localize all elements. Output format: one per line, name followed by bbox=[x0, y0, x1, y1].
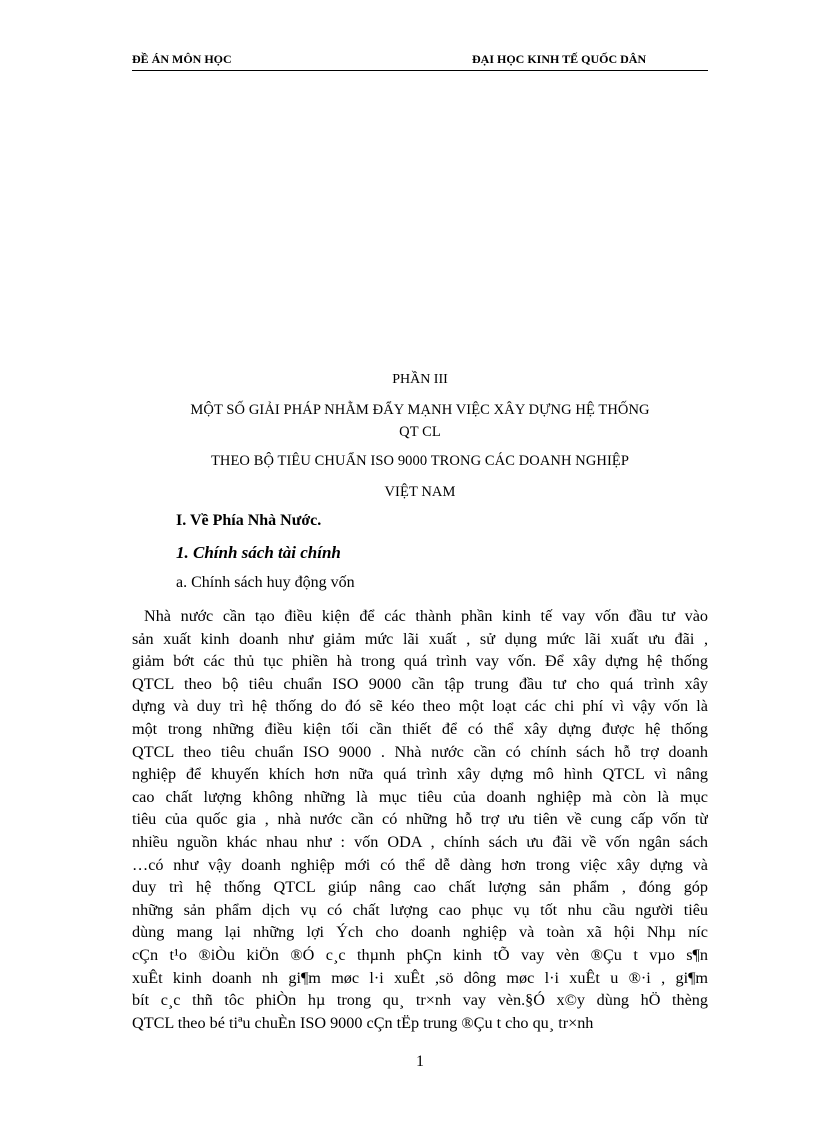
body-line: nghiệp để khuyến khích hơn nữa quá trình xây dựng mô hình QTCL vì nâng bbox=[132, 765, 708, 784]
body-line: xuÊt kinh doanh nh gi¶m møc l·i xuÊt ,sö dông møc l·i xuÊt u ®·i , gi¶m bbox=[132, 968, 708, 987]
body-line: giảm bớt các thủ tục phiền hà trong quá trình vay vốn. Để xây dựng hệ thống bbox=[132, 652, 708, 671]
body-line: cÇn t¹o ®iÒu kiÖn ®Ó c¸c thµnh phÇn kinh tÕ vay vèn ®Çu t vµo s¶n bbox=[132, 945, 708, 964]
heading-financial-policy: 1. Chính sách tài chính bbox=[176, 543, 341, 562]
header-university: ĐẠI HỌC KINH TẾ QUỐC DÂN bbox=[472, 52, 647, 66]
body-line: dựng và duy trì hệ thống do đó sẽ kéo theo một loạt các chi phí vì vậy vốn là bbox=[132, 697, 708, 716]
page-header bbox=[132, 52, 708, 71]
body-line: cao chất lượng không những là mục tiêu của doanh nghiệp mà còn là mục bbox=[132, 787, 708, 806]
section-title-line-3: THEO BỘ TIÊU CHUẨN ISO 9000 TRONG CÁC DOANH NGHIỆP bbox=[210, 453, 630, 469]
part-title: PHẦN III bbox=[392, 372, 448, 387]
body-line: duy trì hệ thống QTCL giúp nâng cao chất lượng sản phẩm , đóng góp bbox=[132, 878, 708, 897]
body-line: nhiều nguồn khác nhau như : vốn ODA , chính sách ưu đãi về vốn ngân sách bbox=[132, 832, 708, 851]
body-line: QTCL theo bộ tiêu chuẩn ISO 9000 cần tập trung đầu tư cho quá trình xây bbox=[132, 674, 708, 693]
heading-state-side: I. Về Phía Nhà Nước. bbox=[176, 512, 322, 529]
header-course-title: ĐỀ ÁN MÔN HỌC bbox=[132, 52, 232, 66]
body-line: QTCL theo bé tiªu chuÈn ISO 9000 cÇn tËp trung ®Çu t cho qu¸ tr×nh bbox=[132, 1013, 594, 1032]
body-line: một trong những điều kiện tối cần thiết để có thể xây dựng được hệ thống bbox=[132, 719, 708, 738]
body-line: sản xuất kinh doanh như giảm mức lãi xuất , sử dụng mức lãi xuất ưu đãi , bbox=[132, 629, 708, 648]
body-line: tiêu của quốc gia , nhà nước cần có những hỗ trợ ưu tiên về cung cấp vốn từ bbox=[132, 810, 708, 829]
body-line: những sản phẩm dịch vụ có chất lượng cao phục vụ tốt nhu cầu người tiêu bbox=[132, 900, 708, 919]
body-line: dùng mang lại những lợi Ých cho doanh nghiệp và toàn xã hội Nhµ níc bbox=[132, 923, 708, 942]
section-title-line-2: QT CL bbox=[399, 424, 441, 440]
heading-capital-mobilization: a. Chính sách huy động vốn bbox=[176, 574, 355, 591]
section-title-line-4: VIỆT NAM bbox=[384, 484, 456, 500]
body-text bbox=[132, 605, 708, 1034]
body-line: …có như vậy doanh nghiệp mới có thể dễ dàng hơn trong việc xây dựng và bbox=[132, 855, 708, 874]
body-line: Nhà nước cần tạo điều kiện để các thành phần kinh tế vay vốn đầu tư vào bbox=[144, 607, 708, 625]
section-title-line-1: MỘT SỐ GIẢI PHÁP NHẰM ĐẨY MẠNH VIỆC XÂY DỰNG HỆ THỐNG bbox=[190, 402, 650, 418]
body-line: QTCL theo tiêu chuẩn ISO 9000 . Nhà nước cần có chính sách hỗ trợ doanh bbox=[132, 742, 708, 761]
page-number: 1 bbox=[416, 1053, 424, 1070]
body-line: bít c¸c thñ tôc phiÒn hµ trong qu¸ tr×nh vay vèn.§Ó x©y dùng hÖ thèng bbox=[132, 991, 708, 1010]
